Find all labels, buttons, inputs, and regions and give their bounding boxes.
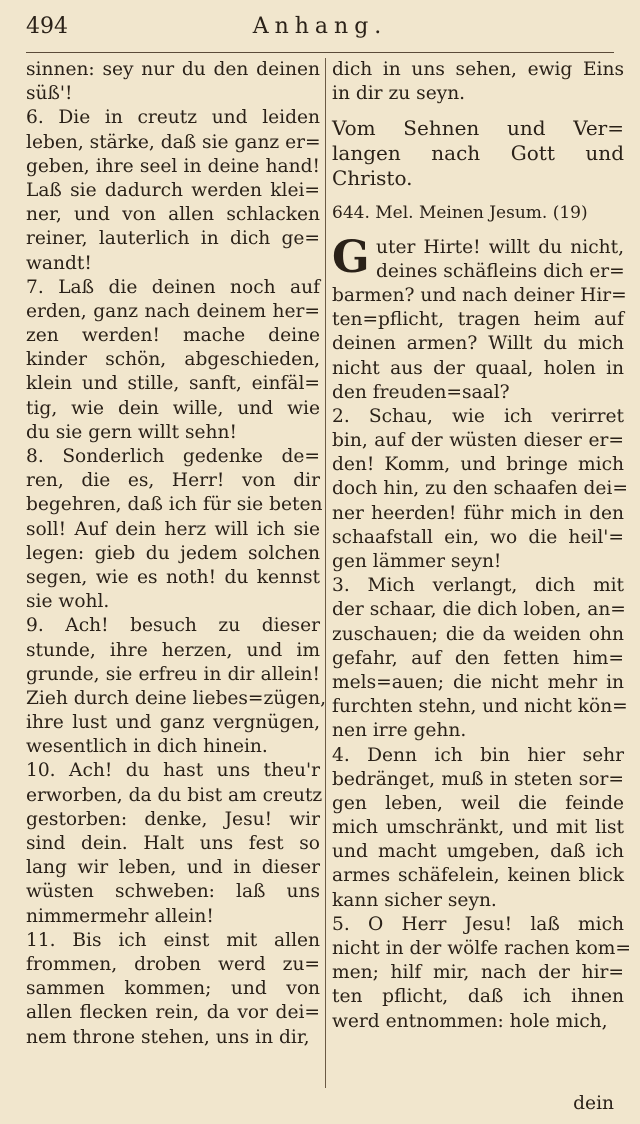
- text-line: nimmermehr allein!: [26, 905, 214, 927]
- text-line: werd entnommen: hole mich,: [332, 1010, 608, 1032]
- text-line: 5. O Herr Jesu! laß mich: [332, 913, 624, 935]
- text-line: Christo.: [332, 166, 413, 191]
- page-number: 494: [26, 14, 68, 39]
- text-line: mels=auen; die nicht mehr in: [332, 671, 624, 693]
- hymn-ending: [332, 58, 624, 106]
- text-line: der schaar, die dich loben, an=: [332, 599, 626, 621]
- text-line: langen nach Gott und: [332, 141, 624, 166]
- text-line: wesentlich in dich hinein.: [26, 736, 268, 758]
- text-line: wüsten schweben: laß uns: [26, 881, 320, 903]
- text-line: nicht in der wölfe rachen kom=: [332, 938, 632, 959]
- text-line: gefahr, auf den fetten him=: [332, 647, 624, 669]
- text-line: sie wohl.: [26, 591, 110, 613]
- text-line: in dir zu seyn.: [332, 83, 466, 105]
- text-line: sinnen: sey nur du den deinen: [26, 59, 320, 80]
- text-line: kann sicher seyn.: [332, 889, 497, 911]
- text-line: nen irre gehn.: [332, 720, 467, 742]
- drop-cap: G: [332, 231, 370, 283]
- left-column: [26, 58, 327, 1050]
- text-line: klein und stille, sanft, einfäl=: [26, 373, 320, 395]
- text-line: dich in uns sehen, ewig Eins: [332, 59, 624, 80]
- text-line: 4. Denn ich bin hier sehr: [332, 744, 624, 766]
- text-line: 8. Sonderlich gedenke de=: [26, 446, 320, 467]
- text-line: allen flecken rein, da vor dei=: [26, 1002, 320, 1024]
- text-line: deines schäfleins dich er=: [376, 260, 625, 282]
- text-line: lang wir leben, und in dieser: [26, 857, 320, 879]
- text-line: ten=pflicht, tragen heim auf: [332, 309, 624, 331]
- text-line: grunde, sie erfreu in dir allein!: [26, 663, 320, 685]
- text-line: zuschauen; die da weiden ohn: [332, 623, 624, 645]
- text-line: barmen? und nach deiner Hir=: [332, 284, 627, 306]
- text-line: nicht aus der quaal, holen in: [332, 357, 624, 379]
- text-line: wandt!: [26, 252, 92, 274]
- text-line: leben, stärke, daß sie ganz er=: [26, 131, 321, 153]
- text-line: stunde, ihre herzen, und im: [26, 639, 320, 661]
- text-line: gen leben, weil die feinde: [332, 792, 624, 814]
- text-line: bedränget, muß in steten sor=: [332, 768, 624, 790]
- text-line: mich umschränkt, und mit list: [332, 817, 624, 839]
- text-line: 2. Schau, wie ich verirret: [332, 405, 624, 427]
- running-title: Anhang.: [252, 14, 388, 39]
- text-line: segen, wie es noth! du kennst: [26, 566, 320, 588]
- text-line: ren, die es, Herr! von dir: [26, 470, 320, 492]
- text-line: doch hin, zu den schaafen dei=: [332, 478, 628, 500]
- text-line: 9. Ach! besuch zu dieser: [26, 615, 320, 637]
- right-column: [332, 58, 632, 1034]
- text-line: 7. Laß die deinen noch auf: [26, 276, 320, 298]
- text-line: schaafstall ein, wo die heil'=: [332, 526, 624, 548]
- page-header: [26, 14, 614, 50]
- text-line: erden, ganz nach deinem her=: [26, 300, 320, 322]
- text-line: gen lämmer seyn!: [332, 551, 502, 572]
- text-line: legen: gieb du jedem solchen: [26, 542, 320, 564]
- text-line: ner, und von allen schlacken: [26, 204, 320, 226]
- text-line: men; hilf mir, nach der hir=: [332, 962, 624, 984]
- text-line: begehren, daß ich für sie beten: [26, 494, 323, 516]
- text-line: zen werden! mache deine: [26, 325, 320, 347]
- text-line: uter Hirte! willt du nicht,: [376, 236, 624, 258]
- text-line: soll! Auf dein herz will ich sie: [26, 518, 320, 540]
- text-line: süß'!: [26, 83, 73, 105]
- text-line: erworben, da du bist am creutz: [26, 784, 323, 806]
- melody-line: 644. Mel. Meinen Jesum. (19): [332, 203, 588, 224]
- text-line: 10. Ach! du hast uns theu'r: [26, 760, 320, 782]
- text-line: ner heerden! führ mich in den: [332, 502, 624, 524]
- text-line: und macht umgeben, daß ich: [332, 841, 624, 863]
- hymn-body: [332, 231, 632, 1034]
- text-line: 11. Bis ich einst mit allen: [26, 929, 320, 951]
- text-line: den freuden=saal?: [332, 381, 510, 403]
- text-line: 6. Die in creutz und leiden: [26, 107, 320, 129]
- text-line: 3. Mich verlangt, dich mit: [332, 575, 624, 597]
- text-line: den! Komm, und bringe mich: [332, 454, 624, 476]
- text-line: bin, auf der wüsten dieser er=: [332, 430, 624, 452]
- section-heading: [332, 116, 624, 191]
- text-line: frommen, droben werd zu=: [26, 953, 320, 975]
- text-line: du sie gern willt sehn!: [26, 421, 237, 443]
- text-line: armes schäfelein, keinen blick: [332, 865, 624, 887]
- text-line: kinder schön, abgeschieden,: [26, 349, 320, 371]
- text-line: Laß sie dadurch werden klei=: [26, 179, 320, 201]
- text-line: deinen armen? Willt du mich: [332, 333, 624, 355]
- catchword: dein: [573, 1093, 614, 1114]
- column-divider: [325, 58, 326, 1088]
- text-line: ihre lust und ganz vergnügen,: [26, 712, 320, 734]
- text-line: sammen kommen; und von: [26, 978, 320, 1000]
- text-line: reiner, lauterlich in dich ge=: [26, 228, 320, 250]
- text-line: furchten stehn, und nicht kön=: [332, 696, 628, 718]
- header-rule: [26, 52, 614, 53]
- text-line: nem throne stehen, uns in dir,: [26, 1026, 310, 1048]
- text-line: sind dein. Halt uns fest so: [26, 833, 320, 854]
- text-line: gestorben: denke, Jesu! wir: [26, 808, 320, 830]
- text-line: Vom Sehnen und Ver=: [332, 116, 624, 141]
- text-line: Zieh durch deine liebes=zügen,: [26, 687, 327, 709]
- text-line: geben, ihre seel in deine hand!: [26, 155, 320, 177]
- text-line: ten pflicht, daß ich ihnen: [332, 986, 624, 1008]
- text-line: tig, wie dein wille, und wie: [26, 397, 320, 419]
